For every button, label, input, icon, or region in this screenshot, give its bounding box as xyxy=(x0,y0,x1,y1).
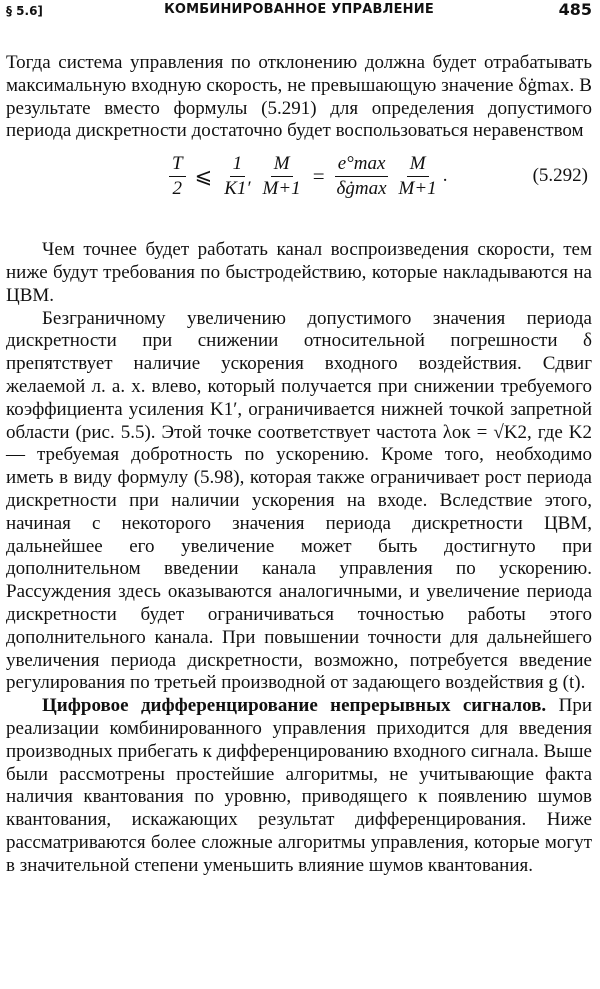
fraction-t-over-2 xyxy=(169,153,186,200)
paragraph-1: Тогда система управления по отклонению должна будет отрабатывать максимальную входную скорость, не превышающую значение δġmax. В результате вместо формулы (5.291) для определения допустимого периода дискретности достаточно будет воспользоваться неравенством xyxy=(6,52,592,142)
fraction-m-over-m-plus-1 xyxy=(260,153,304,200)
running-title: КОМБИНИРОВАННОЕ УПРАВЛЕНИЕ xyxy=(164,2,434,17)
fraction-denominator: δġmax xyxy=(336,178,387,200)
section-mark: § 5.6] xyxy=(6,4,43,18)
equals-sign: = xyxy=(312,164,325,189)
section-run-in-heading: Цифровое дифференцирование непрерывных сигналов. xyxy=(42,695,547,717)
paragraph-4-text: При реализации комбинированного управления приходится для введения производных прибегать к дифференцированию входного сигнала. Выше были рассмотрены простейшие алгоритмы, не учитывающие факта наличия квантования по уровню, приводящего к появлению шумов квантования, искажающих результат дифференцирования. Ниже рассматриваются более сложные алгоритмы управления, которые могут в значительной степени уменьшить влияние шумов квантования. xyxy=(6,695,592,876)
fraction-numerator: M xyxy=(407,153,429,177)
fraction-numerator: M xyxy=(271,153,293,177)
fraction-one-over-k1 xyxy=(221,153,253,200)
fraction-denominator: M+1 xyxy=(262,178,301,200)
page-number: 485 xyxy=(558,0,592,19)
paragraph-2: Чем точнее будет работать канал воспроизведения скорости, тем ниже будут требования по быстродействию, которые накладываются на ЦВМ. xyxy=(6,239,592,306)
running-head xyxy=(6,0,592,26)
fraction-m-over-m-plus-1-second xyxy=(396,153,440,200)
fraction-numerator: 1 xyxy=(230,153,246,177)
fraction-denominator: 2 xyxy=(172,178,183,200)
fraction-numerator: e°max xyxy=(335,153,389,177)
fraction-numerator: T xyxy=(169,153,186,177)
less-equal-sign: ⩽ xyxy=(194,164,213,189)
fraction-emax-over-dgmax xyxy=(334,153,390,200)
formula-expression xyxy=(166,153,447,200)
formula-period: . xyxy=(442,165,448,187)
paragraph-3: Безграничному увеличению допустимого значения периода дискретности при снижении относительной погрешности δ препятствует наличие ускорения входного воздействия. Сдвиг желаемой л. а. х. влево, который получается при снижении требуемого коэффициента усиления K1′, ограничивается нижней точкой запретной области (рис. 5.5). Этой точке соответствует частота λок = √K2, где K2 — требуемая добротность по ускорению. Кроме того, необходимо иметь в виду формулу (5.98), которая также ограничивает рост периода дискретности при наличии ускорения на входе. Вследствие этого, начиная с некоторого значения периода дискретности ЦВМ, дальнейшее его увеличение может быть достигнуто при дополнительном введении канала управления по ускорению. Рассуждения здесь оказываются аналогичными, и увеличение периода дискретности будет ограничиваться точностью работы этого дополнительного канала. При повышении точности для дальнейшего увеличения периода дискретности, возможно, потребуется введение регулирования по третьей производной от задающего воздействия g (t). xyxy=(6,307,592,694)
paragraph-4 xyxy=(6,695,592,877)
formula-5-292 xyxy=(6,145,592,233)
body-text xyxy=(6,52,592,878)
fraction-denominator: K1′ xyxy=(224,178,251,200)
fraction-denominator: M+1 xyxy=(398,178,437,200)
equation-number: (5.292) xyxy=(532,165,588,187)
